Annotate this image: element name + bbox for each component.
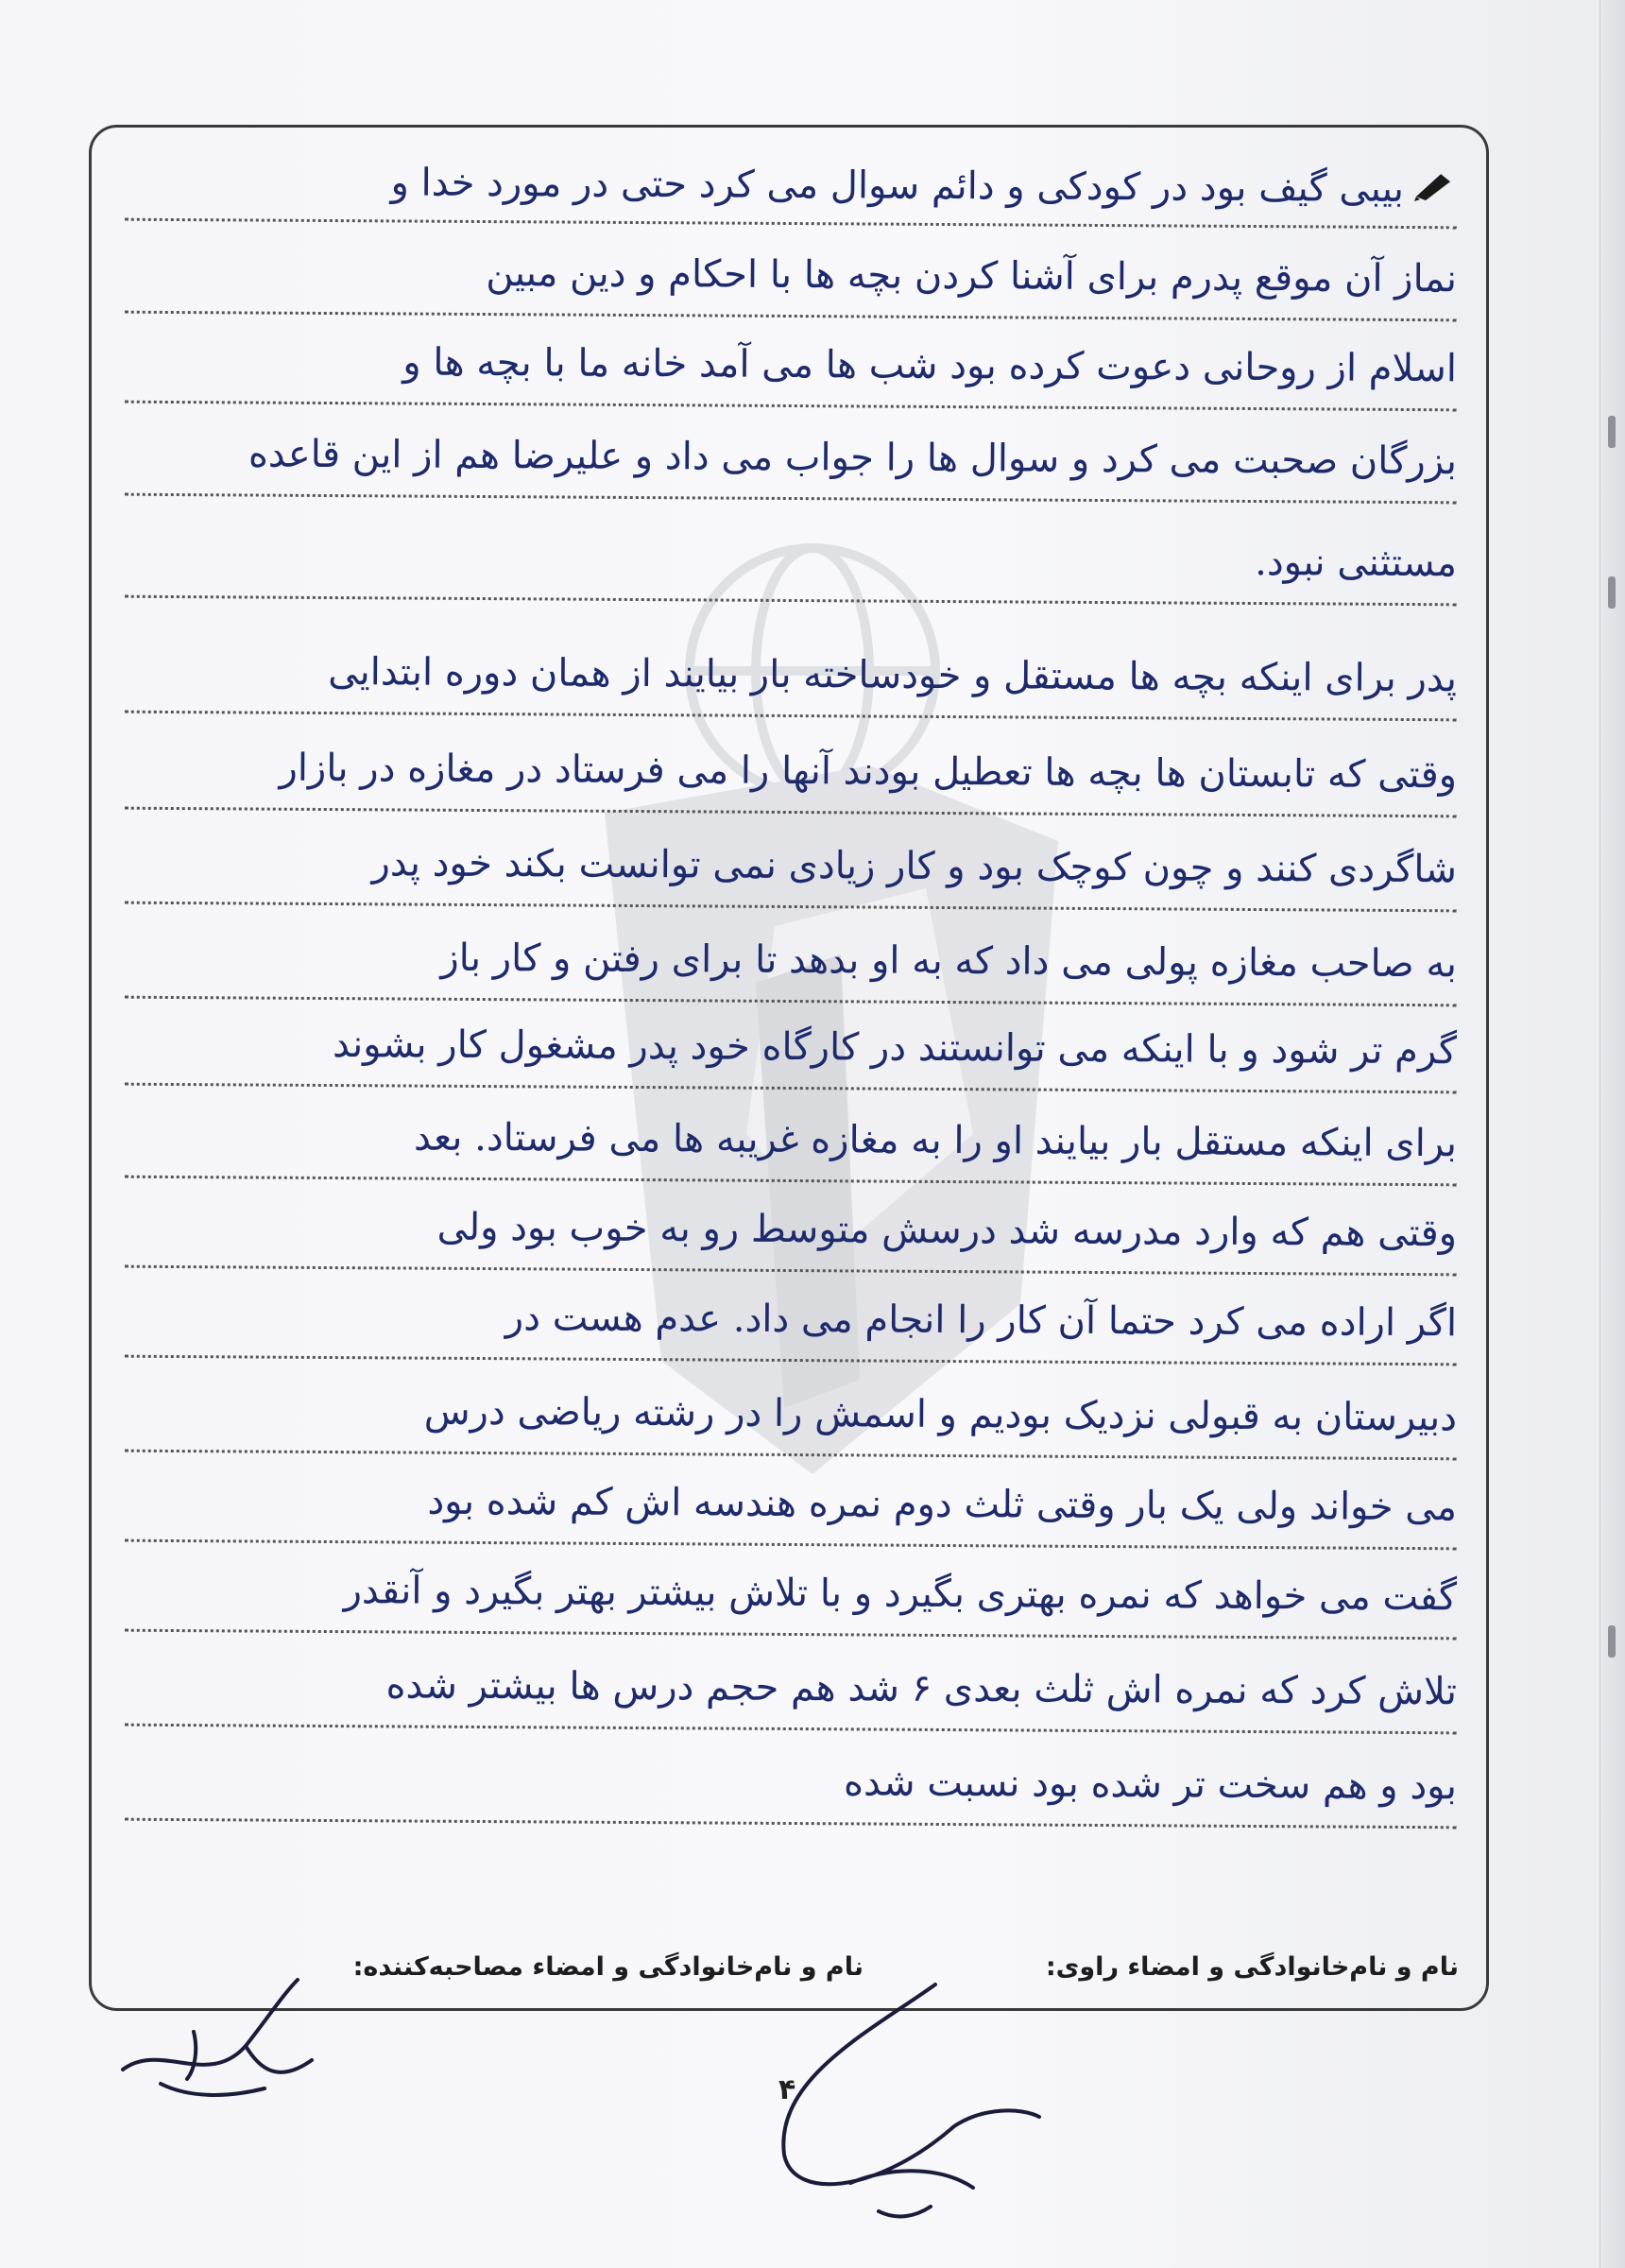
text-line-content: اسلام از روحانی دعوت کرده بود شب ها می آمد خانه ما با بچه ها و xyxy=(402,340,1458,391)
text-line xyxy=(125,327,1457,412)
binding-mark xyxy=(1608,576,1616,609)
interviewer-signature-label: نام و نام‌خانوادگی و امضاء مصاحبه‌کننده: xyxy=(352,1952,864,1982)
text-line-content: می خواند ولی یک بار وقتی ثلث دوم نمره هندسه اش کم شده بود xyxy=(427,1479,1458,1530)
text-line-content: برای اینکه مستقل بار بیایند او را به مغازه غریبه ها می فرستاد. بعد xyxy=(413,1115,1458,1166)
text-line xyxy=(125,637,1457,722)
page-number: ۴ xyxy=(778,2073,796,2106)
narrator-signature-label: نام و نام‌خانوادگی و امضاء راوی: xyxy=(1045,1952,1459,1982)
pen-icon xyxy=(1412,168,1456,202)
text-line-content: اگر اراده می کرد حتما آن کار را انجام می داد. عدم هست در xyxy=(505,1296,1458,1346)
binding-mark xyxy=(1608,1625,1616,1658)
text-line-content: نماز آن موقع پدرم برای آشنا کردن بچه ها با احکام و دین مبین xyxy=(486,251,1458,301)
text-line xyxy=(125,1192,1457,1277)
text-line-content: بزرگان صحبت می کرد و سوال ها را جواب می داد و علیرضا هم از این قاعده xyxy=(248,432,1458,484)
binding-mark xyxy=(1608,416,1616,448)
text-line xyxy=(125,1744,1457,1830)
text-line xyxy=(125,828,1457,913)
text-line xyxy=(125,922,1457,1007)
text-line-content: گرم تر شود و با اینکه می توانستند در کارگاه خود پدر مشغول کار بشوند xyxy=(332,1022,1458,1074)
text-line xyxy=(125,420,1457,505)
text-line xyxy=(125,237,1457,322)
text-line xyxy=(125,1466,1457,1551)
text-line-content: به صاحب مغازه پولی می داد که به او بدهد تا برای رفتن و کار باز xyxy=(440,936,1458,987)
text-line-content: گفت می خواهد که نمره بهتری بگیرد و با تلاش بیشتر بهتر بگیرد و آنقدر xyxy=(343,1569,1458,1620)
narrator-signature xyxy=(104,1956,331,2117)
text-line-content: شاگردی کنند و چون کوچک بود و کار زیادی نمی توانست بکند خود پدر xyxy=(371,841,1458,892)
text-line-content: دبیرستان به قبولی نزدیک بودیم و اسمش را در رشته ریاضی درس xyxy=(423,1389,1458,1440)
text-line xyxy=(125,1376,1457,1461)
page-edge xyxy=(1599,0,1625,2268)
text-line xyxy=(125,1102,1457,1187)
text-line xyxy=(125,1650,1457,1735)
text-line xyxy=(125,733,1457,818)
text-line-content: تلاش کرد که نمره اش ثلث بعدی ۶ شد هم حجم درس ها بیشتر شده xyxy=(385,1663,1458,1714)
text-line-content: پدر برای اینکه بچه ها مستقل و خودساخته بار بیایند از همان دوره ابتدایی xyxy=(328,650,1458,701)
text-line-content: وقتی که تابستان ها بچه ها تعطیل بودند آنها را می فرستاد در مغازه در بازار xyxy=(279,746,1458,798)
text-line xyxy=(125,147,1457,230)
text-line xyxy=(125,1281,1457,1366)
text-line-content: بیبی گیف بود در کودکی و دائم سوال می کرد حتی در مورد خدا و xyxy=(390,161,1405,211)
text-line-content: مستثنی نبود. xyxy=(1255,541,1458,586)
text-line xyxy=(125,1555,1457,1641)
text-line xyxy=(125,522,1457,607)
text-line xyxy=(125,1009,1457,1094)
text-line-content: وقتی هم که وارد مدرسه شد درسش متوسط رو به خوب بود ولی xyxy=(436,1205,1458,1256)
text-line-content: بود و هم سخت تر شده بود نسبت شده xyxy=(843,1761,1458,1809)
